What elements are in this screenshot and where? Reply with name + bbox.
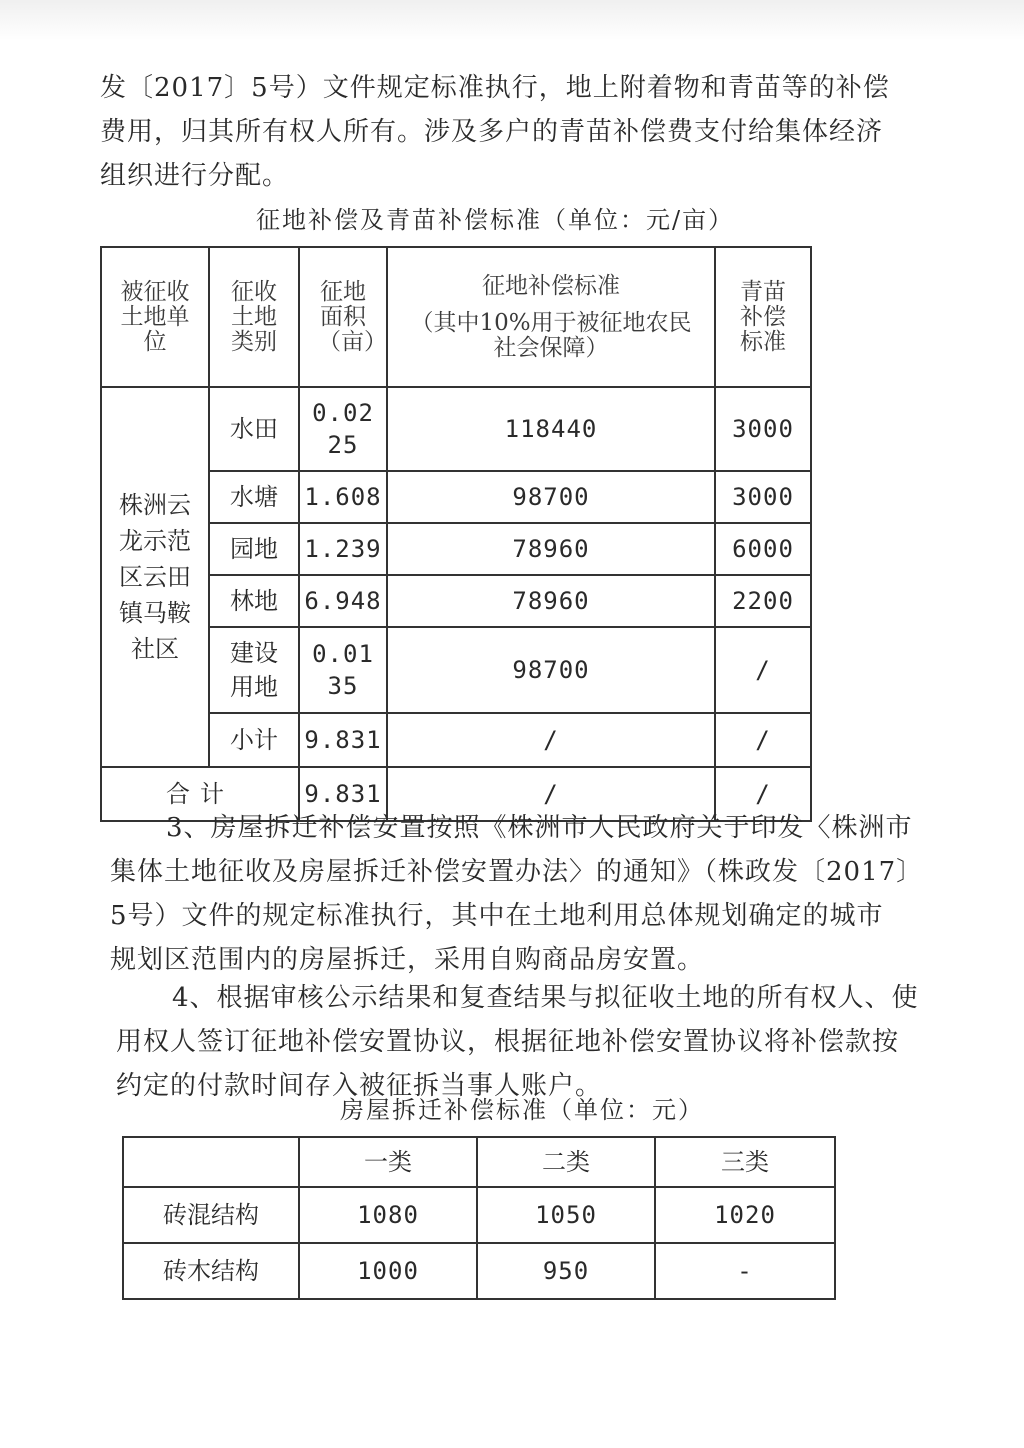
value-cell: 950	[477, 1243, 655, 1299]
paragraph-4	[116, 976, 936, 1108]
table-row	[101, 387, 811, 471]
category-cell: 水塘	[209, 471, 299, 523]
para3-line: 3、房屋拆迁补偿安置按照《株洲市人民政府关于印发〈株洲市	[166, 813, 913, 843]
area-cell: 6.948	[299, 575, 387, 627]
para4-line: 约定的付款时间存入被征拆当事人账户。	[116, 1071, 603, 1101]
category-cell: 水田	[209, 387, 299, 471]
standard-cell: 78960	[387, 575, 715, 627]
intro-line: 发〔2017〕5号）文件规定标准执行，地上附着物和青苗等的补偿	[100, 73, 890, 103]
standard-cell: 118440	[387, 387, 715, 471]
intro-line: 费用，归其所有权人所有。涉及多户的青苗补偿费支付给集体经济	[100, 117, 884, 147]
header-standard: 征地补偿标准 （其中10%用于被征地农民社会保障）	[387, 247, 715, 387]
intro-line: 组织进行分配。	[100, 161, 290, 191]
value-cell: 1080	[299, 1187, 477, 1243]
category-cell: 林地	[209, 575, 299, 627]
demolition-compensation-table	[122, 1136, 836, 1300]
row-label: 砖木结构	[123, 1243, 299, 1299]
value-cell: 1000	[299, 1243, 477, 1299]
para3-line: 5号）文件的规定标准执行，其中在土地利用总体规划确定的城市	[110, 901, 884, 931]
total-area-cell: 9.831	[299, 767, 387, 821]
land-compensation-caption: 征地补偿及青苗补偿标准（单位：元/亩）	[256, 206, 735, 234]
seedling-cell: 2200	[715, 575, 811, 627]
header-class-3: 三类	[655, 1137, 835, 1187]
category-cell: 小计	[209, 713, 299, 767]
total-label-cell: 合计	[101, 767, 299, 821]
category-cell: 建设用地	[209, 627, 299, 713]
header-class-2: 二类	[477, 1137, 655, 1187]
standard-cell: 78960	[387, 523, 715, 575]
header-category: 征收土地类别	[209, 247, 299, 387]
area-cell: 0.0225	[299, 387, 387, 471]
area-cell: 1.608	[299, 471, 387, 523]
row-label: 砖混结构	[123, 1187, 299, 1243]
area-cell: 9.831	[299, 713, 387, 767]
category-cell: 园地	[209, 523, 299, 575]
standard-cell: 98700	[387, 627, 715, 713]
value-cell: -	[655, 1243, 835, 1299]
standard-cell: 98700	[387, 471, 715, 523]
table-header-row	[101, 247, 811, 387]
seedling-cell: /	[715, 713, 811, 767]
seedling-cell: 3000	[715, 471, 811, 523]
para3-line: 规划区范围内的房屋拆迁，采用自购商品房安置。	[110, 945, 705, 975]
standard-cell: /	[387, 713, 715, 767]
para4-line: 4、根据审核公示结果和复查结果与拟征收土地的所有权人、使	[172, 983, 919, 1013]
demolition-compensation-caption: 房屋拆迁补偿标准（单位：元）	[340, 1096, 704, 1124]
header-empty	[123, 1137, 299, 1187]
total-standard-cell: /	[387, 767, 715, 821]
para3-line: 集体土地征收及房屋拆迁补偿安置办法〉的通知》（株政发〔2017〕	[110, 857, 924, 887]
intro-paragraph	[100, 66, 920, 198]
land-compensation-table	[100, 246, 812, 822]
table-row	[123, 1187, 835, 1243]
seedling-cell: /	[715, 627, 811, 713]
table-row	[123, 1243, 835, 1299]
table-header-row	[123, 1137, 835, 1187]
area-cell: 1.239	[299, 523, 387, 575]
total-seedling-cell: /	[715, 767, 811, 821]
seedling-cell: 3000	[715, 387, 811, 471]
header-class-1: 一类	[299, 1137, 477, 1187]
header-area: 征地面积（亩）	[299, 247, 387, 387]
area-cell: 0.0135	[299, 627, 387, 713]
header-seedling: 青苗补偿标准	[715, 247, 811, 387]
value-cell: 1050	[477, 1187, 655, 1243]
scan-shadow	[0, 0, 1024, 40]
paragraph-3	[110, 806, 930, 982]
unit-name-cell: 株洲云龙示范区云田镇马鞍社区	[101, 387, 209, 767]
seedling-cell: 6000	[715, 523, 811, 575]
value-cell: 1020	[655, 1187, 835, 1243]
header-unit: 被征收土地单位	[101, 247, 209, 387]
para4-line: 用权人签订征地补偿安置协议，根据征地补偿安置协议将补偿款按	[116, 1027, 900, 1057]
